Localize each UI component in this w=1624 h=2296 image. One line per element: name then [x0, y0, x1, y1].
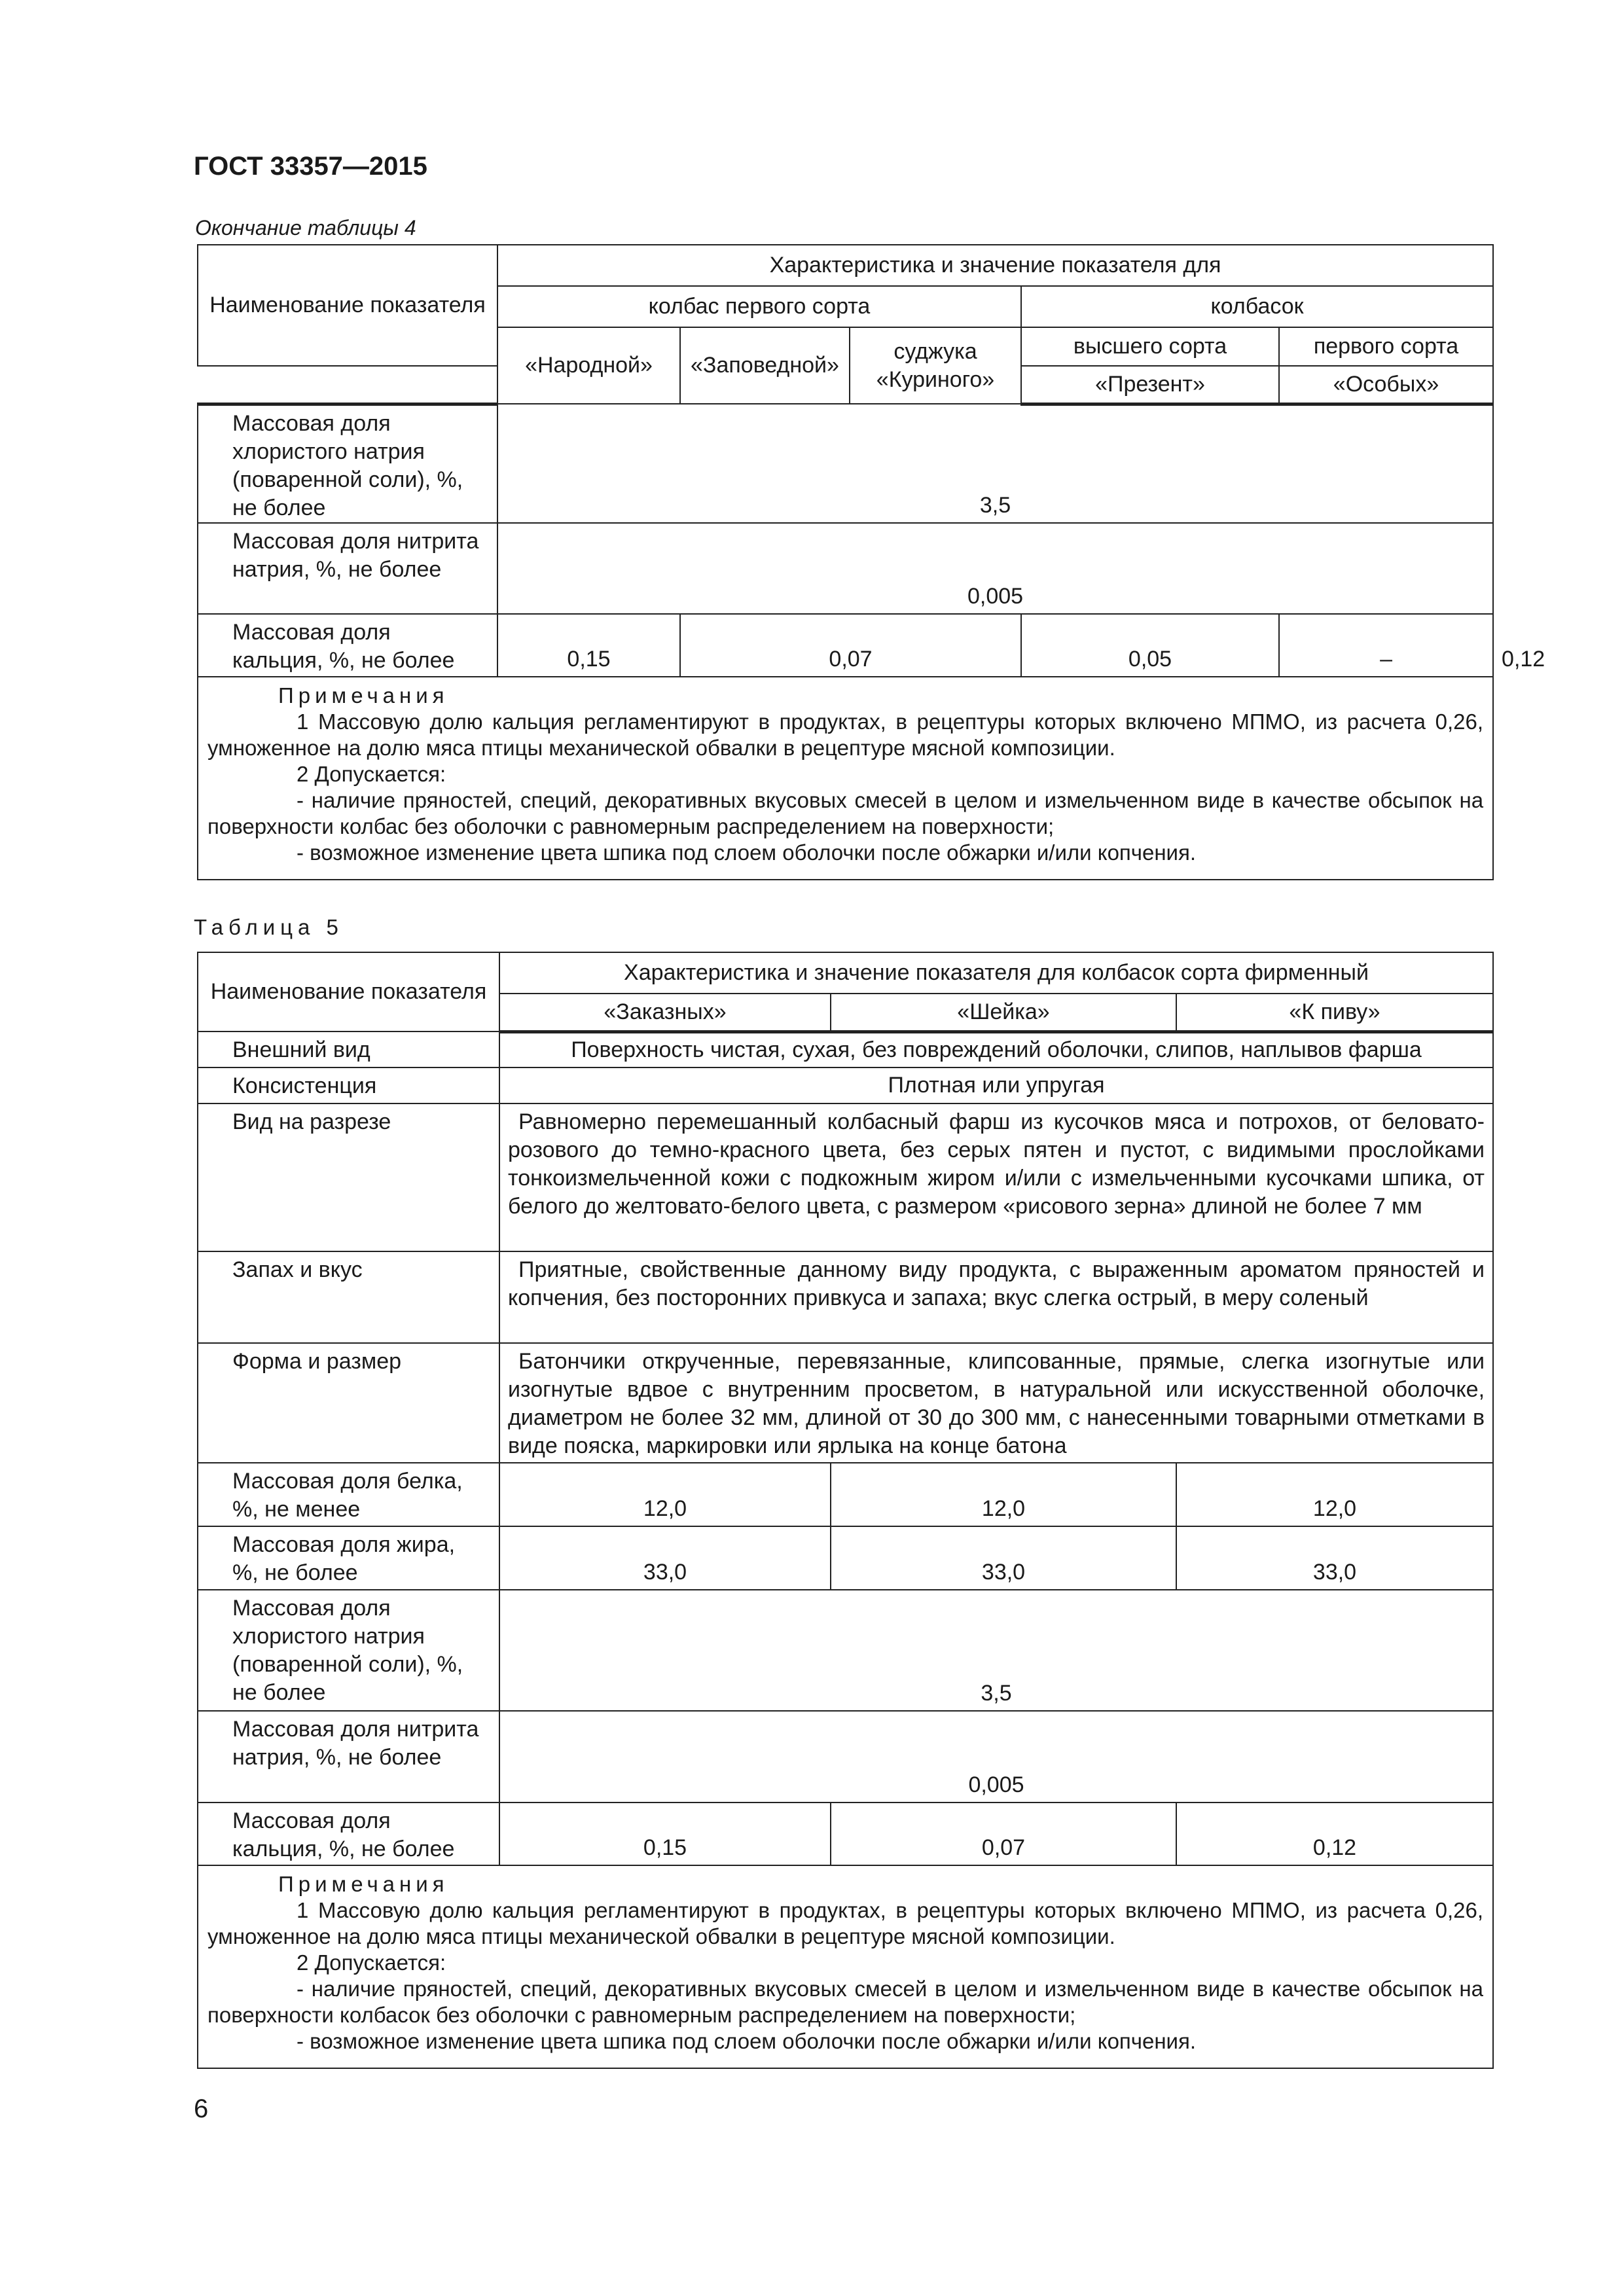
t5-row-nitrite-label: Массовая доля нитрита натрия, %, не более	[198, 1711, 499, 1803]
t5-row-calcium-label: Массовая доля кальция, %, не более	[198, 1803, 499, 1865]
t4-header-highest-grade: высшего сорта	[1021, 327, 1279, 366]
t4-note-2a: - наличие пряностей, специй, декоративных вкусовых смесей в целом и измельченном виде в качестве обсыпок на поверхности колбас без оболочки с равномерным распределением на поверхности;	[208, 788, 1484, 838]
t4-row-salt-label: Массовая доля хлористого натрия (поваренной соли), %, не более	[198, 404, 497, 523]
t5-fat-k-pivu: 33,0	[1176, 1526, 1493, 1590]
t4-row-calcium-label: Массовая доля кальция, %, не более	[198, 614, 497, 677]
t4-notes-heading: Примечания	[278, 683, 449, 708]
table-5-caption: Таблица 5	[194, 915, 344, 939]
t4-header-first-grade: колбас первого сорта	[497, 286, 1021, 327]
t5-row-cut-value: Равномерно перемешанный колбасный фарш из кусочков мяса и потрохов, от беловато-розового до темно-красного цвета, без серых пятен и пустот, с видимыми прослойками тонкоизмельченной кожи с подкожным жиром и/или с измельченными кусочками шпика, от белого до желтовато-белого цвета, с размером «рисового зерна» длиной не более 7 мм	[499, 1103, 1493, 1251]
t5-row-nitrite-value: 0,005	[499, 1711, 1493, 1803]
t5-row-shape-value: Батончики открученные, перевязанные, клипсованные, прямые, слегка изогнутые или изогнутые вдвое с внутренним просветом, в натуральной или искусственной оболочке, диаметром не более 32 мм, длиной от 30 до 300 мм, с нанесенными товарными отметками в виде пояска, маркировки или ярлыка на конце батона	[499, 1343, 1493, 1463]
table-5	[197, 952, 1494, 2069]
t5-calcium-k-pivu: 0,12	[1176, 1803, 1493, 1865]
t5-protein-zakaznyh: 12,0	[499, 1463, 831, 1526]
t5-header-name: Наименование показателя	[198, 952, 499, 1031]
document-code: ГОСТ 33357—2015	[194, 152, 427, 181]
t5-row-fat-label: Массовая доля жира, %, не более	[198, 1526, 499, 1590]
t4-row-salt-value: 3,5	[497, 404, 1493, 523]
t5-row-consistency-value: Плотная или упругая	[499, 1067, 1493, 1103]
t5-row-salt-label: Массовая доля хлористого натрия (поваренной соли), %, не более	[198, 1590, 499, 1711]
t5-row-smell-label: Запах и вкус	[198, 1251, 499, 1343]
t4-row-nitrite-value: 0,005	[497, 523, 1493, 614]
t5-row-shape-label: Форма и размер	[198, 1343, 499, 1463]
t4-note-2b: - возможное изменение цвета шпика под слоем оболочки после обжарки и/или копчения.	[297, 840, 1197, 865]
table-4-caption: Окончание таблицы 4	[195, 216, 416, 240]
table-4: Наименование показателя Характеристика и значение показателя для колбас первого сорта колбасок «Народной» «Заповедной» суджука «Куриного» высшего сорта первого сорта «Презент» «Особых» Массовая доля хлористого натрия (поваренной соли), %, не более 3,5 Массовая доля нитрита натрия, %, не более 0,005 Массовая доля кальция, %, не более 0,15 0,07 0,05 – 0,12 Примечания 1 Массовую долю кальция регламентируют в продуктах, в рецептуры которых включено МПМО, из расчета 0,26, умноженное на долю мяса птицы механической обвалки в рецептуре мясной композиции. 2 Допускается: - наличие пряностей, специй, декоративных вкусовых смесей в целом и измельченном виде в качестве обсыпок на поверхности колбас без оболочки с равномерным распределением на поверхности; - возможное изменение цвета шпика под слоем оболочки после обжарки и/или копчения.	[197, 244, 1494, 880]
t5-row-appearance-value: Поверхность чистая, сухая, без повреждений оболочки, слипов, наплывов фарша	[499, 1031, 1493, 1067]
t5-row-appearance-label: Внешний вид	[198, 1031, 499, 1067]
t5-row-cut-label: Вид на разрезе	[198, 1103, 499, 1251]
t4-row-nitrite-label: Массовая доля нитрита натрия, %, не более	[198, 523, 497, 614]
t5-fat-zakaznyh: 33,0	[499, 1526, 831, 1590]
t5-fat-sheika: 33,0	[831, 1526, 1176, 1590]
t5-header-zakaznyh: «Заказных»	[499, 994, 831, 1031]
t5-notes-heading: Примечания	[278, 1872, 449, 1896]
t5-header-sheika: «Шейка»	[831, 994, 1176, 1031]
t4-note-1: 1 Массовую долю кальция регламентируют в продуктах, в рецептуры которых включено МПМО, из расчета 0,26, умноженное на долю мяса птицы механической обвалки в рецептуре мясной композиции.	[208, 709, 1484, 760]
t5-note-2b: - возможное изменение цвета шпика под слоем оболочки после обжарки и/или копчения.	[297, 2029, 1197, 2053]
t5-calcium-zakaznyh: 0,15	[499, 1803, 831, 1865]
t5-protein-sheika: 12,0	[831, 1463, 1176, 1526]
t4-calcium-zapovednoy: 0,07	[680, 614, 1021, 677]
page-number: 6	[194, 2094, 209, 2123]
t4-calcium-prezent: –	[1279, 614, 1493, 677]
t4-header-osobyh: «Особых»	[1279, 366, 1493, 404]
t5-calcium-sheika: 0,07	[831, 1803, 1176, 1865]
t5-row-consistency-label: Консистенция	[198, 1067, 499, 1103]
t4-header-zapovednoy: «Заповедной»	[680, 327, 850, 404]
t5-note-2a: - наличие пряностей, специй, декоративных вкусовых смесей в целом и измельченном виде в качестве обсыпок на поверхности колбасок без оболочки с равномерным распределением на поверхности;	[208, 1977, 1484, 2027]
t4-header-narodnoy: «Народной»	[497, 327, 680, 404]
t5-notes	[198, 1865, 1493, 2068]
t5-row-smell-value: Приятные, свойственные данному виду продукта, с выраженным ароматом пряностей и копчения, без посторонних привкуса и запаха; вкус слегка острый, в меру соленый	[499, 1251, 1493, 1343]
t5-header-k-pivu: «К пиву»	[1176, 994, 1493, 1031]
t4-calcium-sudzhuk: 0,05	[1021, 614, 1279, 677]
t4-note-2: 2 Допускается:	[297, 762, 446, 786]
t4-header-prezent: «Презент»	[1021, 366, 1279, 404]
t4-header-sausages: колбасок	[1021, 286, 1493, 327]
t5-row-salt-value: 3,5	[499, 1590, 1493, 1711]
t5-row-protein-label: Массовая доля белка, %, не менее	[198, 1463, 499, 1526]
t5-note-1: 1 Массовую долю кальция регламентируют в продуктах, в рецептуры которых включено МПМО, из расчета 0,26, умноженное на долю мяса птицы механической обвалки в рецептуре мясной композиции.	[208, 1898, 1484, 1948]
t4-header-first-grade-sub: первого сорта	[1279, 327, 1493, 366]
t4-header-sudzhuk: суджука «Куриного»	[850, 327, 1021, 404]
t5-protein-k-pivu: 12,0	[1176, 1463, 1493, 1526]
t5-header-characteristic: Характеристика и значение показателя для колбасок сорта фирменный	[499, 952, 1493, 994]
t4-calcium-narodnoy: 0,15	[497, 614, 680, 677]
t5-note-2: 2 Допускается:	[297, 1950, 446, 1975]
t4-header-characteristic: Характеристика и значение показателя для	[497, 245, 1493, 286]
t4-notes	[198, 677, 1493, 880]
t4-header-name: Наименование показателя	[198, 245, 497, 366]
